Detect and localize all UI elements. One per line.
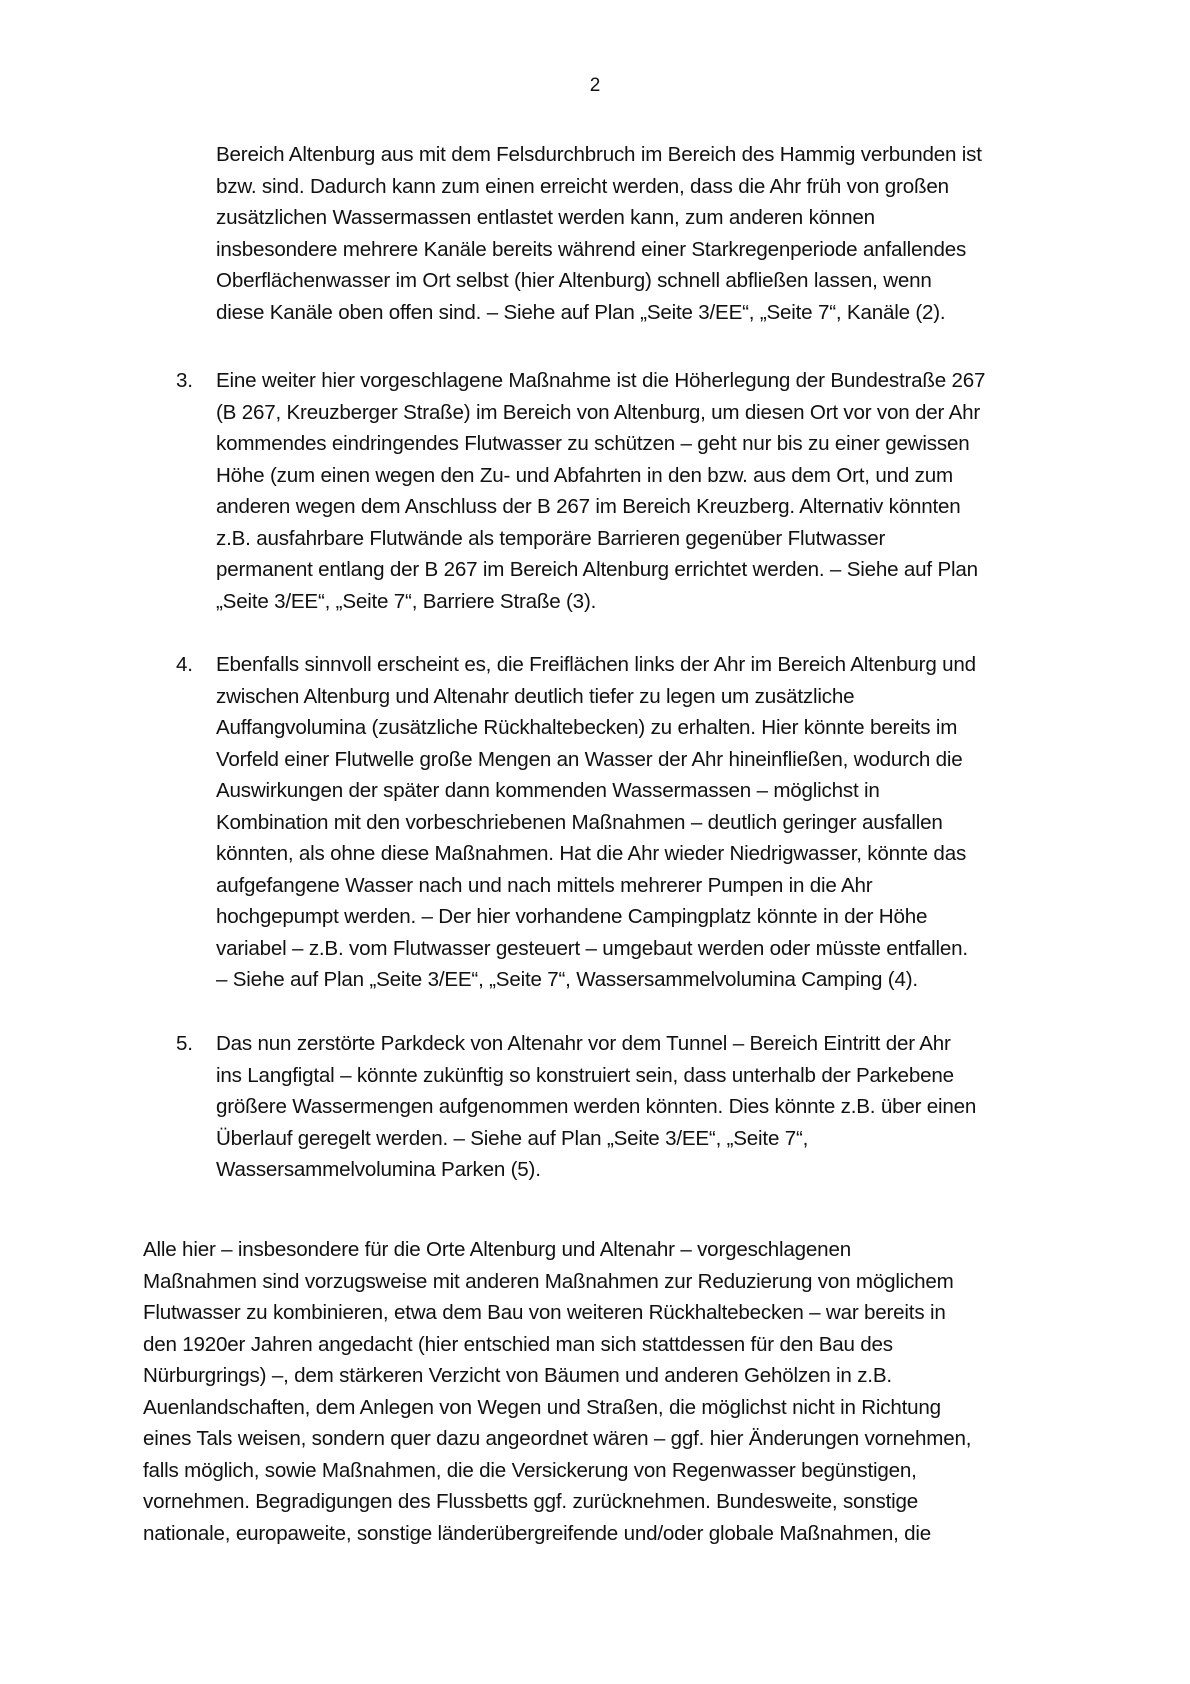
text-line: z.B. ausfahrbare Flutwände als temporäre Barrieren gegenüber Flutwasser: [216, 526, 886, 550]
text-line: zwischen Altenburg und Altenahr deutlich tiefer zu legen um zusätzliche: [216, 684, 855, 708]
list-item: [176, 1028, 1066, 1186]
text-line: Flutwasser zu kombinieren, etwa dem Bau von weiteren Rückhaltebecken – war bereits in: [143, 1301, 946, 1324]
text-line: anderen wegen dem Anschluss der B 267 im Bereich Kreuzberg. Alternativ könnten: [216, 495, 961, 518]
text-line: Auenlandschaften, dem Anlegen von Wegen und Straßen, die möglichst nicht in Richtung: [143, 1395, 941, 1419]
continuation-paragraph: [216, 139, 1066, 328]
text-line: zusätzlichen Wassermassen entlastet werden kann, zum anderen können: [216, 206, 875, 229]
list-marker: 4.: [176, 653, 193, 676]
list-marker: 3.: [176, 369, 193, 392]
text-line: hochgepumpt werden. – Der hier vorhandene Campingplatz könnte in der Höhe: [216, 905, 928, 928]
text-line: Eine weiter hier vorgeschlagene Maßnahme ist die Höherlegung der Bundestraße 267: [216, 369, 986, 392]
text-line: Maßnahmen sind vorzugsweise mit anderen Maßnahmen zur Reduzierung von möglichem: [143, 1269, 954, 1293]
text-line: bzw. sind. Dadurch kann zum einen erreicht werden, dass die Ahr früh von großen: [216, 174, 949, 198]
text-line: Oberflächenwasser im Ort selbst (hier Altenburg) schnell abfließen lassen, wenn: [216, 269, 932, 292]
text-line: größere Wassermengen aufgenommen werden könnten. Dies könnte z.B. über einen: [216, 1095, 977, 1118]
text-line: Auffangvolumina (zusätzliche Rückhaltebecken) zu erhalten. Hier könnte bereits im: [216, 716, 958, 739]
closing-paragraph: [143, 1234, 1073, 1549]
text-line: vornehmen. Begradigungen des Flussbetts ggf. zurücknehmen. Bundesweite, sonstige: [143, 1490, 919, 1513]
text-line: Alle hier – insbesondere für die Orte Altenburg und Altenahr – vorgeschlagenen: [143, 1238, 851, 1261]
text-line: aufgefangene Wasser nach und nach mittels mehrerer Pumpen in die Ahr: [216, 873, 873, 897]
text-line: Nürburgrings) –, dem stärkeren Verzicht von Bäumen und anderen Gehölzen in z.B.: [143, 1364, 892, 1387]
text-line: diese Kanäle oben offen sind. – Siehe auf Plan „Seite 3/EE“, „Seite 7“, Kanäle (2).: [216, 300, 946, 324]
text-line: ins Langfigtal – könnte zukünftig so konstruiert sein, dass unterhalb der Parkebene: [216, 1063, 954, 1087]
text-line: nationale, europaweite, sonstige länderübergreifende und/oder globale Maßnahmen, die: [143, 1521, 932, 1545]
list-item: [176, 649, 1066, 996]
text-line: variabel – z.B. vom Flutwasser gesteuert – umgebaut werden oder müsste entfallen.: [216, 936, 968, 960]
text-line: eines Tals weisen, sondern quer dazu angeordnet wären – ggf. hier Änderungen vornehmen,: [143, 1427, 972, 1450]
text-line: Vorfeld einer Flutwelle große Mengen an Wasser der Ahr hineinfließen, wodurch die: [216, 747, 963, 771]
list-item: [176, 365, 1066, 617]
text-line: Wassersammelvolumina Parken (5).: [216, 1158, 541, 1181]
text-line: könnten, als ohne diese Maßnahmen. Hat die Ahr wieder Niedrigwasser, könnte das: [216, 842, 967, 865]
page-number: 2: [589, 75, 601, 96]
text-line: – Siehe auf Plan „Seite 3/EE“, „Seite 7“, Wassersammelvolumina Camping (4).: [216, 968, 918, 991]
text-line: Ebenfalls sinnvoll erscheint es, die Freiflächen links der Ahr im Bereich Altenburg und: [216, 653, 976, 676]
text-line: Höhe (zum einen wegen den Zu- und Abfahrten in den bzw. aus dem Ort, und zum: [216, 463, 953, 487]
text-line: (B 267, Kreuzberger Straße) im Bereich von Altenburg, um diesen Ort vor von der Ahr: [216, 400, 981, 424]
text-line: Das nun zerstörte Parkdeck von Altenahr vor dem Tunnel – Bereich Eintritt der Ahr: [216, 1032, 951, 1055]
text-line: den 1920er Jahren angedacht (hier entschied man sich stattdessen für den Bau des: [143, 1332, 893, 1356]
text-line: falls möglich, sowie Maßnahmen, die die Versickerung von Regenwasser begünstigen,: [143, 1458, 917, 1482]
text-line: Bereich Altenburg aus mit dem Felsdurchbruch im Bereich des Hammig verbunden ist: [216, 143, 982, 166]
text-line: insbesondere mehrere Kanäle bereits während einer Starkregenperiode anfallendes: [216, 237, 967, 261]
text-line: Auswirkungen der später dann kommenden Wassermassen – möglichst in: [216, 779, 880, 802]
text-line: Überlauf geregelt werden. – Siehe auf Plan „Seite 3/EE“, „Seite 7“,: [216, 1126, 809, 1150]
text-line: kommendes eindringendes Flutwasser zu schützen – geht nur bis zu einer gewissen: [216, 432, 970, 455]
list-marker: 5.: [176, 1032, 193, 1055]
text-line: permanent entlang der B 267 im Bereich Altenburg errichtet werden. – Siehe auf Plan: [216, 558, 978, 581]
text-line: Kombination mit den vorbeschriebenen Maßnahmen – deutlich geringer ausfallen: [216, 810, 943, 834]
text-line: „Seite 3/EE“, „Seite 7“, Barriere Straße (3).: [216, 589, 597, 613]
